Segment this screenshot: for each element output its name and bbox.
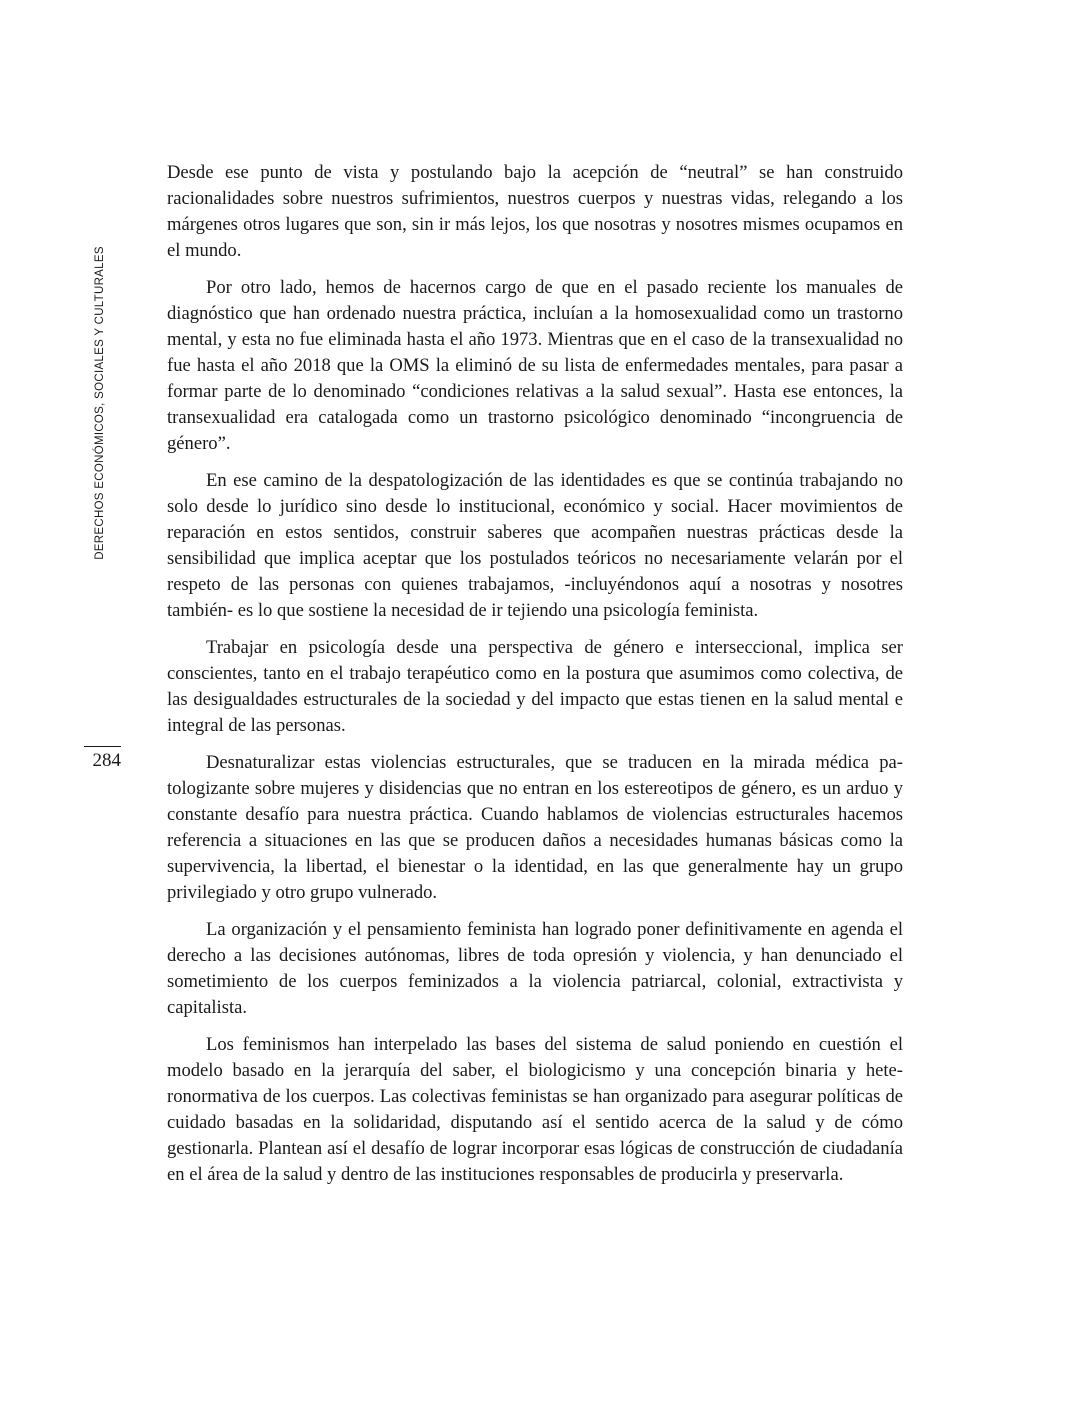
page-number-rule bbox=[84, 746, 121, 747]
running-header: DERECHOS ECONÓMICOS, SOCIALES Y CULTURALES bbox=[94, 246, 106, 560]
page-number: 284 bbox=[92, 750, 121, 771]
paragraph: En ese camino de la despatologización de las identidades es que se continúa trabajando no solo desde lo jurídico sino desde lo institucional, económico y social. Hacer movimientos de reparación en estos sentidos, construir saberes que acompañen nuestras prácticas desde la sensibilidad que implica aceptar que los postulados teóricos no necesariamente velarán por el respeto de las personas con quienes trabajamos, -incluyéndonos aquí a nosotras y nosotres también- es lo que sostiene la necesidad de ir tejiendo una psicología feminista. bbox=[167, 470, 903, 621]
paragraph: Trabajar en psicología desde una perspectiva de género e interseccional, implica ser conscientes, tanto en el trabajo terapéutico como en la postura que asumimos como colectiva, de las desigualdades estructurales de la sociedad y del impacto que estas tienen en la salud mental e integral de las personas. bbox=[167, 637, 903, 736]
paragraph: Desde ese punto de vista y postulando bajo la acepción de “neutral” se han construido racionalidades sobre nuestros sufrimientos, nuestros cuerpos y nuestras vidas, relegando a los márgenes otros lugares que son, sin ir más lejos, los que nosotras y nosotres mismes ocupamos en el mundo. bbox=[167, 162, 903, 261]
paragraph: Por otro lado, hemos de hacernos cargo de que en el pasado reciente los manuales de diagnóstico que han ordenado nuestra práctica, incluían a la homosexualidad como un trastorno mental, y esta no fue eliminada hasta el año 1973. Mientras que en el caso de la transexualidad no fue hasta el año 2018 que la OMS la eliminó de su lista de enfermedades mentales, para pasar a formar parte de lo denominado “condiciones relativas a la salud sexual”. Hasta ese entonces, la transexualidad era catalogada como un trastorno psicológico denominado “incongruencia de género”. bbox=[167, 277, 903, 454]
paragraph: Desnaturalizar estas violencias estructurales, que se traducen en la mirada médica patologizante sobre mujeres y disidencias que no entran en los estereotipos de género, es un arduo y constante desafío para nuestra práctica. Cuando hablamos de violencias estructurales hacemos referencia a situaciones en las que se producen daños a necesidades humanas básicas como la supervivencia, la libertad, el bienestar o la identidad, en las que generalmente hay un grupo privilegiado y otro grupo vulnerado. bbox=[167, 752, 903, 903]
paragraph: Los feminismos han interpelado las bases del sistema de salud poniendo en cuestión el modelo basado en la jerarquía del saber, el biologicismo y una concepción binaria y heteronormativa de los cuerpos. Las colectivas feministas se han organizado para asegurar políticas de cuidado basadas en la solidaridad, disputando así el sentido acerca de la salud y de cómo gestionarla. Plantean así el desafío de lograr incorporar esas lógicas de construcción de ciudadanía en el área de la salud y dentro de las instituciones responsables de producirla y preservarla. bbox=[167, 1034, 903, 1185]
paragraph: La organización y el pensamiento feminista han logrado poner definitivamente en agenda el derecho a las decisiones autónomas, libres de toda opresión y violencia, y han denunciado el sometimiento de los cuerpos feminizados a la violencia patriarcal, colonial, extractivista y capitalista. bbox=[167, 919, 903, 1018]
body-text bbox=[167, 160, 903, 1199]
